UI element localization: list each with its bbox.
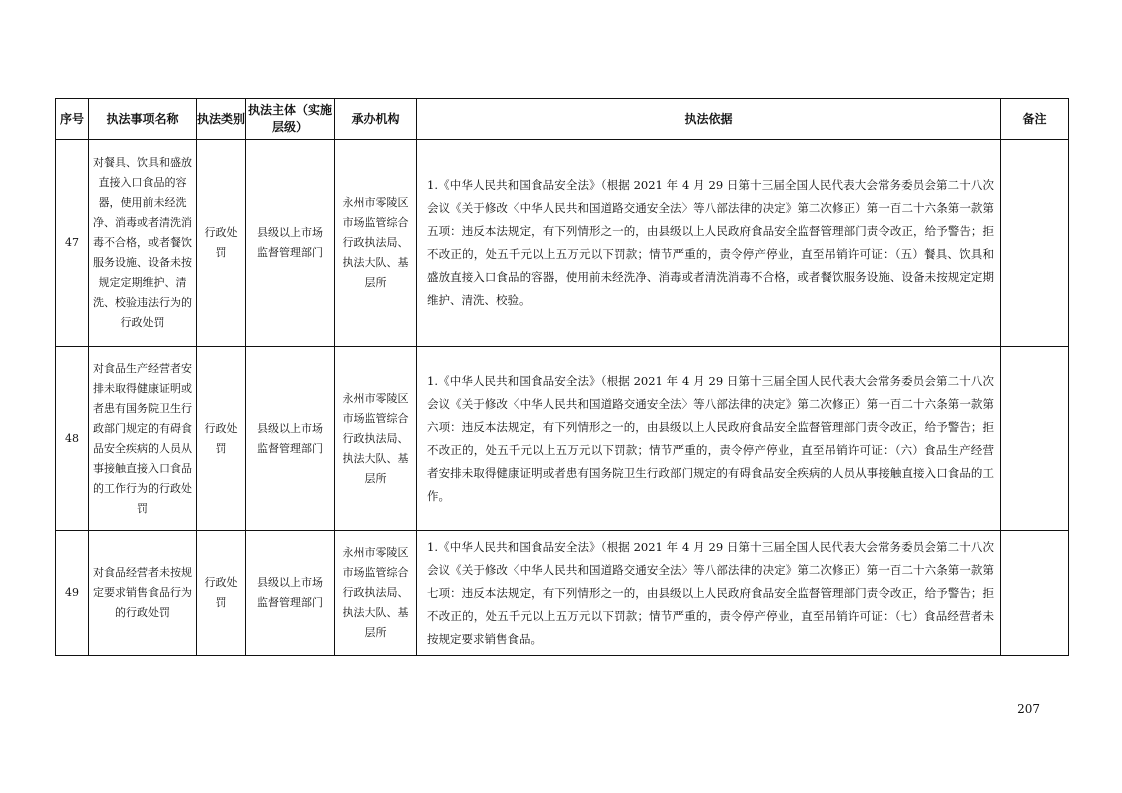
header-name: 执法事项名称: [89, 99, 197, 140]
cell-basis: 1.《中华人民共和国食品安全法》（根据 2021 年 4 月 29 日第十三届全国人民代表大会常务委员会第二十八次会议《关于修改〈中华人民共和国道路交通安全法〉等八部法律的决定》第二次修正）第一百二十六条第一款第七项：违反本法规定，有下列情形之一的，由县级以上人民政府食品安全监督管理部门责令改正，给予警告；拒不改正的，处五千元以上五万元以下罚款；情节严重的，责令停产停业，直至吊销许可证：（七）食品经营者未按规定要求销售食品。: [417, 531, 1001, 656]
page-number: 207: [1017, 702, 1040, 716]
cell-basis: 1.《中华人民共和国食品安全法》（根据 2021 年 4 月 29 日第十三届全国人民代表大会常务委员会第二十八次会议《关于修改〈中华人民共和国道路交通安全法〉等八部法律的决定》第二次修正）第一百二十六条第一款第六项：违反本法规定，有下列情形之一的，由县级以上人民政府食品安全监督管理部门责令改正，给予警告；拒不改正的，处五千元以上五万元以下罚款；情节严重的，责令停产停业，直至吊销许可证：（六）食品生产经营者安排未取得健康证明或者患有国务院卫生行政部门规定的有碍食品安全疾病的人员从事接触直接入口食品的工作。: [417, 347, 1001, 531]
header-type: 执法类别: [197, 99, 246, 140]
cell-org: 永州市零陵区市场监管综合行政执法局、执法大队、基层所: [335, 347, 417, 531]
header-note: 备注: [1001, 99, 1069, 140]
cell-seq: 49: [56, 531, 89, 656]
table-row: [56, 140, 1069, 347]
header-basis: 执法依据: [417, 99, 1001, 140]
cell-subject: 县级以上市场监督管理部门: [246, 140, 335, 347]
table-row: [56, 531, 1069, 656]
header-org: 承办机构: [335, 99, 417, 140]
header-subject: 执法主体（实施层级）: [246, 99, 335, 140]
enforcement-items-table: [55, 98, 1069, 656]
cell-seq: 47: [56, 140, 89, 347]
cell-note: [1001, 347, 1069, 531]
cell-type: 行政处罚: [197, 140, 246, 347]
cell-org: 永州市零陵区市场监管综合行政执法局、执法大队、基层所: [335, 531, 417, 656]
table-header-row: [56, 99, 1069, 140]
header-seq: 序号: [56, 99, 89, 140]
cell-org: 永州市零陵区市场监管综合行政执法局、执法大队、基层所: [335, 140, 417, 347]
cell-type: 行政处罚: [197, 347, 246, 531]
cell-basis: 1.《中华人民共和国食品安全法》（根据 2021 年 4 月 29 日第十三届全国人民代表大会常务委员会第二十八次会议《关于修改〈中华人民共和国道路交通安全法〉等八部法律的决定》第二次修正）第一百二十六条第一款第五项：违反本法规定，有下列情形之一的，由县级以上人民政府食品安全监督管理部门责令改正，给予警告；拒不改正的，处五千元以上五万元以下罚款；情节严重的，责令停产停业，直至吊销许可证：（五）餐具、饮具和盛放直接入口食品的容器，使用前未经洗净、消毒或者清洗消毒不合格，或者餐饮服务设施、设备未按规定定期维护、清洗、校验。: [417, 140, 1001, 347]
cell-name: 对食品经营者未按规定要求销售食品行为的行政处罚: [89, 531, 197, 656]
table-row: [56, 347, 1069, 531]
cell-seq: 48: [56, 347, 89, 531]
cell-subject: 县级以上市场监督管理部门: [246, 347, 335, 531]
cell-name: 对食品生产经营者安排未取得健康证明或者患有国务院卫生行政部门规定的有碍食品安全疾病的人员从事接触直接入口食品的工作行为的行政处罚: [89, 347, 197, 531]
cell-name: 对餐具、饮具和盛放直接入口食品的容器，使用前未经洗净、消毒或者清洗消毒不合格，或者餐饮服务设施、设备未按规定定期维护、清洗、校验违法行为的行政处罚: [89, 140, 197, 347]
cell-note: [1001, 140, 1069, 347]
cell-note: [1001, 531, 1069, 656]
cell-type: 行政处罚: [197, 531, 246, 656]
cell-subject: 县级以上市场监督管理部门: [246, 531, 335, 656]
